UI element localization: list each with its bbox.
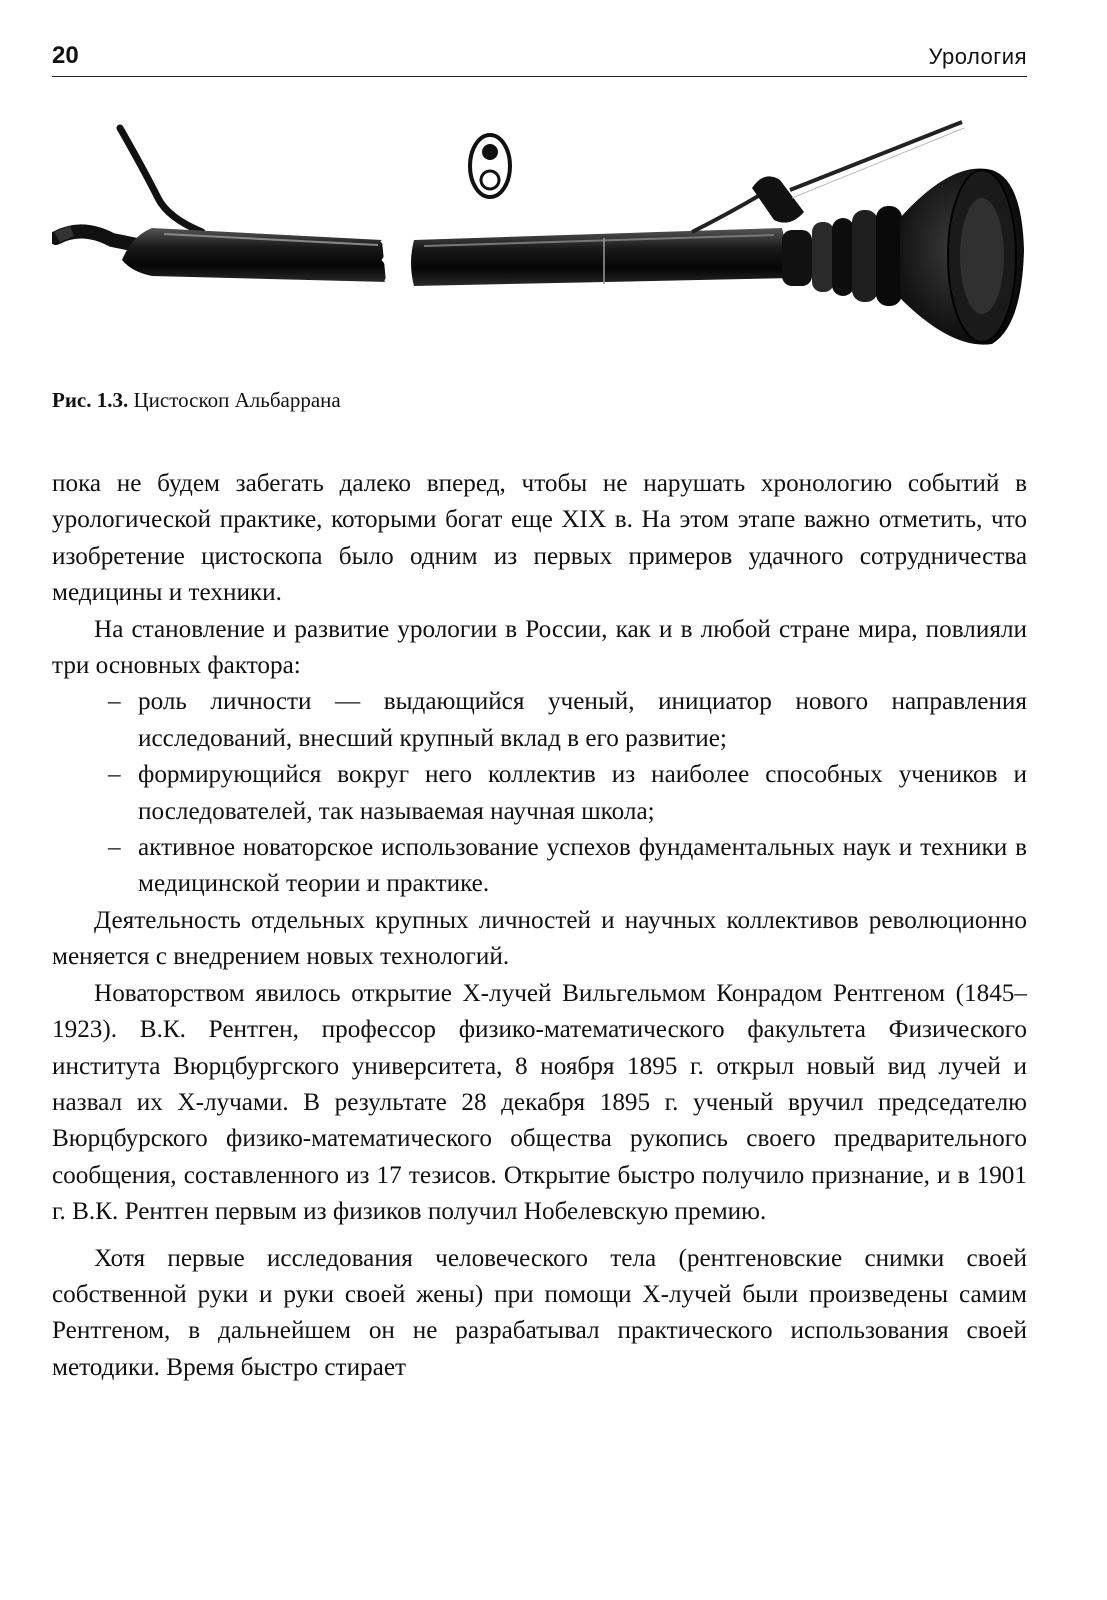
page-number: 20	[52, 42, 79, 69]
list-marker: –	[108, 761, 121, 789]
caption-label: Рис. 1.3.	[52, 388, 129, 412]
paragraph: Деятельность отдельных крупных личностей и научных коллективов революционно меняется с внедрением новых технологий.	[52, 906, 1027, 971]
list-marker: –	[108, 834, 121, 862]
list-item-text: роль личности — выдающийся ученый, инициатор нового направления исследований, внесший крупный вклад в его развитие;	[138, 688, 1027, 752]
paragraph: На становление и развитие урологии в России, как и в любой стране мира, повлияли три основных фактора:	[52, 615, 1027, 680]
factors-list	[52, 684, 1027, 902]
cystoscope-figure	[52, 100, 1027, 370]
paragraph: пока не будем забегать далеко вперед, чтобы не нарушать хронологию событий в урологической практике, которыми богат еще XIX в. На этом этапе важно отметить, что изобретение цистоскопа было одним из первых примеров удачного сотрудничества медицины и техники.	[52, 470, 1027, 607]
page-header	[52, 36, 1027, 77]
caption-text: Цистоскоп Альбаррана	[128, 388, 341, 412]
list-item-text: активное новаторское использование успехов фундаментальных наук и техники в медицинской теории и практике.	[138, 834, 1027, 898]
list-item	[108, 757, 1027, 830]
figure-caption	[52, 388, 341, 413]
body-text	[52, 466, 1027, 1386]
paragraph: Новаторством явилось открытие Х-лучей Вильгельмом Конрадом Рентгеном (1845–1923). В.К. Рентген, профессор физико-математического факультета Физического института Вюрцбургского университета, 8 ноября 1895 г. открыл новый вид лучей и назвал их Х-лучами. В результате 28 декабря 1895 г. ученый вручил председателю Вюрцбурского физико-математического общества рукопись своего предварительного сообщения, составленного из 17 тезисов. Открытие быстро получило признание, и в 1901 г. В.К. Рентген первым из физиков получил Нобелевскую премию.	[52, 979, 1027, 1226]
list-marker: –	[108, 688, 121, 716]
list-item	[108, 684, 1027, 757]
running-title: Урология	[928, 44, 1027, 69]
paragraph: Хотя первые исследования человеческого тела (рентгеновские снимки своей собственной руки и руки своей жены) при помощи Х-лучей были произведены самим Рентгеном, в дальнейшем он не разрабатывал практического использования своей методики. Время быстро стирает	[52, 1244, 1027, 1381]
cystoscope-illustration	[52, 100, 1027, 370]
list-item	[108, 830, 1027, 903]
list-item-text: формирующийся вокруг него коллектив из наиболее способных учеников и последователей, так называемая научная школа;	[138, 761, 1027, 825]
